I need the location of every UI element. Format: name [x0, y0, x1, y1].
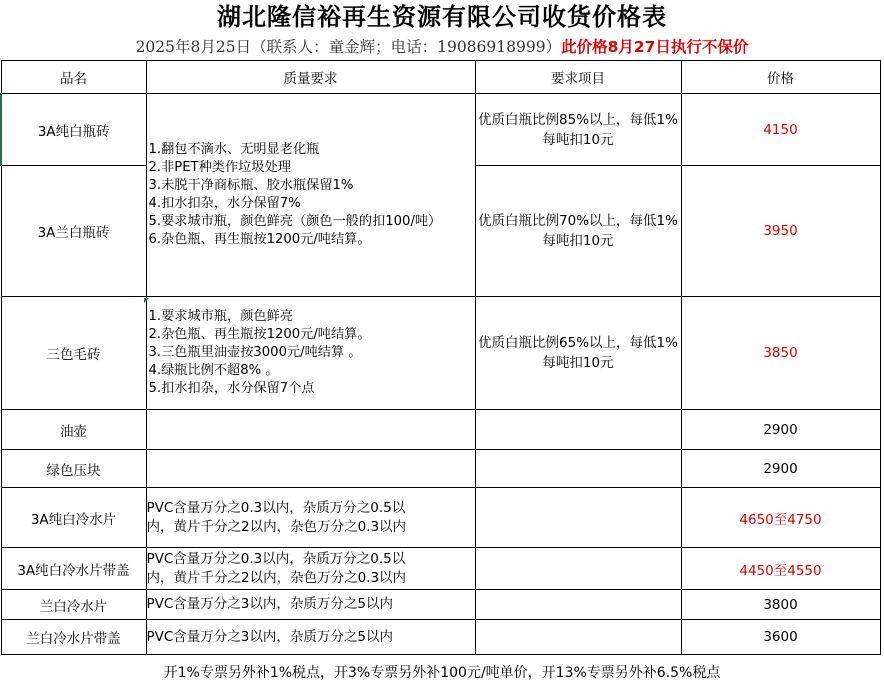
- header-name: 品名: [1, 61, 146, 94]
- requirement-line: 3.未脱干净商标瓶、胶水瓶保留1%: [148, 178, 354, 193]
- requirement-item[interactable]: [475, 548, 681, 590]
- requirement-item[interactable]: [475, 410, 681, 450]
- subtitle-warning: 此价格8月27日执行不保价: [561, 38, 749, 56]
- price-cell[interactable]: 3950: [681, 166, 880, 297]
- product-name[interactable]: 3A纯白冷水片: [1, 488, 146, 548]
- quality-cell[interactable]: [146, 488, 475, 548]
- quality-line: 内，黄片千分之2以内，杂色万分之0.3以内: [146, 518, 407, 535]
- requirement-item[interactable]: [475, 450, 681, 488]
- quality-line: PVC含量万分之0.3以内，杂质万分之0.5以: [146, 550, 406, 567]
- subtitle: [0, 34, 884, 60]
- price-cell[interactable]: 3850: [681, 297, 880, 410]
- table-row: [1, 590, 880, 620]
- cell-comment-marker: [144, 298, 149, 303]
- price-cell[interactable]: 4450至4550: [681, 548, 880, 590]
- table-row: [1, 488, 880, 548]
- table-row: [1, 94, 880, 166]
- price-cell[interactable]: 2900: [681, 450, 880, 488]
- quality-line: PVC含量万分之0.3以内，杂质万分之0.5以: [146, 499, 406, 516]
- requirement-line: 5.扣水扣杂，水分保留7个点: [148, 381, 315, 396]
- price-table: [0, 60, 881, 655]
- product-name[interactable]: 兰白冷水片带盖: [1, 620, 146, 655]
- price-cell[interactable]: 3600: [681, 620, 880, 655]
- table-row: [1, 450, 880, 488]
- requirement-line: 2.杂色瓶、再生瓶按1200元/吨结算。: [148, 327, 371, 342]
- requirement-line: 6.杂色瓶、再生瓶按1200元/吨结算。: [148, 232, 371, 247]
- header-quality: 质量要求: [146, 61, 475, 94]
- header-price: 价格: [681, 61, 880, 94]
- product-name[interactable]: 3A纯白冷水片带盖: [1, 548, 146, 590]
- requirement-line: 5.要求城市瓶，颜色鲜亮（颜色一般的扣100/吨）: [148, 214, 442, 229]
- bottle-requirements-cell[interactable]: [146, 94, 475, 297]
- table-header-row: [1, 61, 880, 94]
- table-row: [1, 297, 880, 410]
- quality-cell[interactable]: [146, 548, 475, 590]
- requirement-line: 4.绿瓶比例不超8% 。: [148, 363, 279, 378]
- quality-line: 内，黄片千分之2以内，杂色万分之0.3以内: [146, 569, 407, 586]
- requirement-line: 1.要求城市瓶，颜色鲜亮: [148, 309, 293, 324]
- price-cell[interactable]: 3800: [681, 590, 880, 620]
- tricolor-requirements-list: [147, 308, 475, 398]
- requirement-item[interactable]: 优质白瓶比例70%以上，每低1%每吨扣10元: [475, 166, 681, 297]
- table-row: [1, 620, 880, 655]
- product-name[interactable]: 绿色压块: [1, 450, 146, 488]
- requirement-item[interactable]: [475, 590, 681, 620]
- price-cell[interactable]: 4650至4750: [681, 488, 880, 548]
- product-name[interactable]: 3A纯白瓶砖: [1, 94, 146, 166]
- product-name[interactable]: 油壶: [1, 410, 146, 450]
- product-name[interactable]: 三色毛砖: [1, 297, 146, 410]
- requirement-item[interactable]: [475, 620, 681, 655]
- quality-cell[interactable]: [146, 410, 475, 450]
- requirement-line: 2.非PET种类作垃圾处理: [148, 160, 291, 175]
- tricolor-requirements-cell[interactable]: [146, 297, 475, 410]
- page-title: 湖北隆信裕再生资源有限公司收货价格表: [217, 2, 667, 31]
- bottle-requirements-list: [147, 141, 475, 249]
- requirement-line: 4.扣水扣杂，水分保留7%: [148, 196, 301, 211]
- requirement-line: 1.翻包不滴水、无明显老化瓶: [148, 142, 320, 157]
- quality-line: PVC含量万分之3以内，杂质万分之5以内: [146, 596, 393, 612]
- header-item: 要求项目: [475, 61, 681, 94]
- requirement-item[interactable]: 优质白瓶比例85%以上，每低1%每吨扣10元: [475, 94, 681, 166]
- price-cell[interactable]: 4150: [681, 94, 880, 166]
- quality-cell[interactable]: [146, 590, 475, 620]
- table-row: [1, 548, 880, 590]
- subtitle-contact: 2025年8月25日（联系人：童金辉；电话：19086918999）: [135, 38, 562, 56]
- price-cell[interactable]: 2900: [681, 410, 880, 450]
- footer-note: 开1%专票另外补1%税点，开3%专票另外补100元/吨单价，开13%专票另外补6.5%税点: [163, 665, 721, 681]
- quality-line: PVC含量万分之3以内，杂质万分之5以内: [146, 628, 393, 645]
- table-row: [1, 410, 880, 450]
- quality-cell[interactable]: [146, 450, 475, 488]
- quality-cell[interactable]: [146, 620, 475, 655]
- product-name[interactable]: 兰白冷水片: [1, 590, 146, 620]
- requirement-line: 3.三色瓶里油壶按3000元/吨结算 。: [148, 345, 362, 360]
- product-name[interactable]: 3A兰白瓶砖: [1, 166, 146, 297]
- requirement-item[interactable]: 优质白瓶比例65%以上，每低1%每吨扣10元: [475, 297, 681, 410]
- requirement-item[interactable]: [475, 488, 681, 548]
